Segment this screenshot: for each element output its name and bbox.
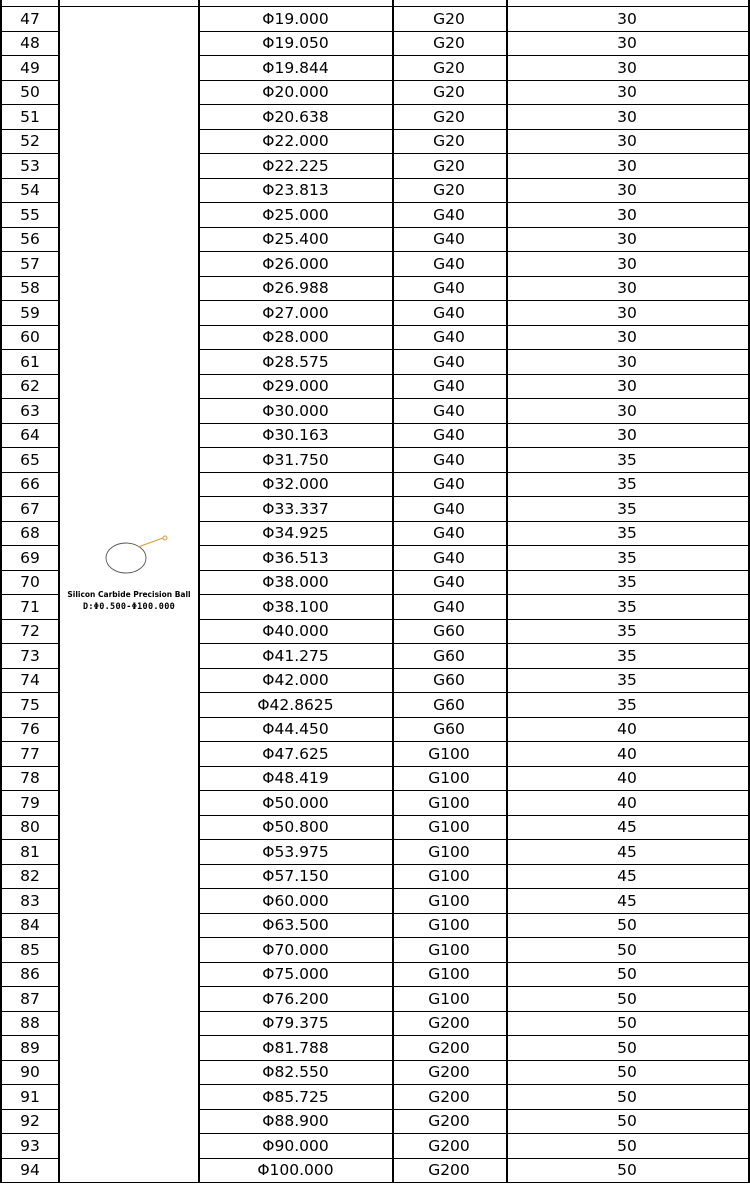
- table-cell-qty: 50: [617, 965, 637, 983]
- table-cell-diameter: Φ75.000: [262, 965, 329, 983]
- table-cell-diameter: Φ26.988: [262, 279, 329, 297]
- table-cell-grade: G20: [433, 107, 465, 126]
- table-cell-qty: 35: [617, 573, 637, 591]
- table-cell-no: 84: [20, 916, 40, 934]
- table-cell-no: 79: [20, 793, 40, 812]
- table-cell-diameter: Φ30.000: [262, 401, 329, 420]
- table-cell-qty: 30: [617, 132, 637, 150]
- table-cell-grade: G40: [433, 548, 465, 567]
- table-cell-no: 61: [20, 352, 40, 371]
- table-cell-qty: 35: [617, 622, 637, 640]
- table-cell-qty: 30: [617, 230, 637, 248]
- table-cell-qty: 50: [617, 989, 637, 1008]
- table-cell-diameter: Φ20.638: [262, 107, 329, 126]
- table-cell-diameter: Φ31.750: [262, 450, 329, 469]
- table-cell-grade: G40: [433, 401, 465, 420]
- table-cell-no: 87: [20, 989, 40, 1008]
- table-cell-diameter: Φ88.900: [262, 1112, 329, 1130]
- table-cell-qty: 35: [617, 524, 637, 542]
- table-cell-grade: G20: [433, 34, 465, 52]
- table-cell-diameter: Φ48.419: [262, 769, 329, 787]
- table-cell-qty: 30: [617, 34, 637, 52]
- table-cell-grade: G40: [433, 377, 465, 395]
- table-cell-no: 73: [20, 646, 40, 665]
- figure-diameter-range: D:Φ0.500-Φ100.000: [82, 602, 176, 612]
- table-cell-diameter: Φ20.000: [262, 83, 329, 101]
- table-cell-grade: G100: [428, 940, 470, 959]
- table-cell-qty: 30: [617, 279, 637, 297]
- table-cell-diameter: Φ79.375: [262, 1014, 329, 1032]
- table-cell-grade: G100: [428, 891, 470, 910]
- table-cell-no: 57: [20, 254, 40, 273]
- table-cell-no: 49: [20, 58, 40, 77]
- table-cell-grade: G200: [428, 1014, 470, 1032]
- table-cell-grade: G100: [428, 965, 470, 983]
- table-cell-diameter: Φ34.925: [262, 524, 329, 542]
- table-cell-diameter: Φ26.000: [262, 254, 329, 273]
- table-cell-grade: G100: [428, 818, 470, 836]
- table-cell-no: 74: [20, 671, 40, 689]
- table-cell-no: 67: [20, 499, 40, 518]
- table-cell-diameter: Φ63.500: [262, 916, 329, 934]
- table-cell-no: 78: [20, 769, 40, 787]
- table-cell-qty: 50: [617, 1112, 637, 1130]
- table-cell-no: 60: [20, 328, 40, 346]
- product-figure: [60, 534, 198, 618]
- table-cell-grade: G100: [428, 916, 470, 934]
- table-cell-diameter: Φ47.625: [262, 744, 329, 763]
- table-cell-no: 86: [20, 965, 40, 983]
- table-cell-qty: 40: [617, 720, 637, 738]
- table-cell-no: 91: [20, 1087, 40, 1106]
- table-cell-grade: G100: [428, 793, 470, 812]
- table-cell-diameter: Φ76.200: [262, 989, 329, 1008]
- table-cell-diameter: Φ23.813: [262, 181, 329, 199]
- table-cell-qty: 50: [617, 1161, 637, 1179]
- table-cell-qty: 50: [617, 1038, 637, 1057]
- table-cell-no: 69: [20, 548, 40, 567]
- table-cell-grade: G40: [433, 352, 465, 371]
- table-cell-qty: 30: [617, 352, 637, 371]
- table-cell-no: 54: [20, 181, 40, 199]
- table-cell-qty: 30: [617, 328, 637, 346]
- table-cell-diameter: Φ33.337: [262, 499, 329, 518]
- table-cell-diameter: Φ41.275: [262, 646, 329, 665]
- table-cell-no: 85: [20, 940, 40, 959]
- table-cell-qty: 30: [617, 83, 637, 101]
- table-cell-no: 63: [20, 401, 40, 420]
- table-cell-no: 48: [20, 34, 40, 52]
- table-cell-no: 66: [20, 475, 40, 493]
- table-cell-diameter: Φ38.100: [262, 597, 329, 616]
- table-cell-qty: 35: [617, 475, 637, 493]
- table-cell-diameter: Φ19.844: [262, 58, 329, 77]
- table-cell-diameter: Φ42.8625: [257, 695, 334, 714]
- table-cell-diameter: Φ50.000: [262, 793, 329, 812]
- table-cell-no: 62: [20, 377, 40, 395]
- table-cell-grade: G100: [428, 867, 470, 885]
- table-cell-qty: 35: [617, 646, 637, 665]
- table-cell-diameter: Φ30.163: [262, 426, 329, 444]
- table-cell-qty: 50: [617, 916, 637, 934]
- table-cell-no: 55: [20, 205, 40, 224]
- table-cell-grade: G60: [433, 646, 465, 665]
- table-cell-grade: G40: [433, 426, 465, 444]
- table-cell-qty: 50: [617, 1014, 637, 1032]
- table-cell-diameter: Φ40.000: [262, 622, 329, 640]
- table-cell-no: 53: [20, 156, 40, 175]
- table-cell-no: 89: [20, 1038, 40, 1057]
- table-cell-grade: G40: [433, 524, 465, 542]
- table-cell-qty: 30: [617, 58, 637, 77]
- table-cell-qty: 45: [617, 842, 637, 861]
- table-cell-grade: G40: [433, 450, 465, 469]
- table-cell-diameter: Φ19.000: [262, 9, 329, 28]
- table-cell-no: 70: [20, 573, 40, 591]
- table-cell-qty: 30: [617, 156, 637, 175]
- table-cell-qty: 35: [617, 548, 637, 567]
- table-cell-no: 71: [20, 597, 40, 616]
- table-cell-diameter: Φ60.000: [262, 891, 329, 910]
- table-cell-qty: 35: [617, 499, 637, 518]
- table-cell-no: 58: [20, 279, 40, 297]
- table-cell-grade: G200: [428, 1161, 470, 1179]
- table-cell-qty: 50: [617, 940, 637, 959]
- table-cell-grade: G20: [433, 156, 465, 175]
- table-cell-qty: 45: [617, 867, 637, 885]
- precision-ball-icon: [60, 534, 198, 578]
- table-cell-diameter: Φ38.000: [262, 573, 329, 591]
- table-cell-qty: 35: [617, 671, 637, 689]
- table-cell-grade: G40: [433, 279, 465, 297]
- table-cell-qty: 50: [617, 1087, 637, 1106]
- table-cell-qty: 30: [617, 181, 637, 199]
- table-cell-no: 83: [20, 891, 40, 910]
- table-cell-qty: 35: [617, 695, 637, 714]
- table-cell-grade: G100: [428, 989, 470, 1008]
- table-cell-grade: G20: [433, 181, 465, 199]
- table-cell-qty: 30: [617, 426, 637, 444]
- table-cell-diameter: Φ22.225: [262, 156, 329, 175]
- table-cell-diameter: Φ27.000: [262, 303, 329, 322]
- table-cell-grade: G40: [433, 499, 465, 518]
- table-cell-qty: 50: [617, 1136, 637, 1155]
- table-cell-grade: G40: [433, 205, 465, 224]
- table-cell-diameter: Φ42.000: [262, 671, 329, 689]
- table-cell-diameter: Φ70.000: [262, 940, 329, 959]
- table-cell-grade: G200: [428, 1087, 470, 1106]
- table-cell-qty: 50: [617, 1063, 637, 1081]
- table-cell-grade: G200: [428, 1063, 470, 1081]
- table-cell-no: 56: [20, 230, 40, 248]
- table-cell-qty: 45: [617, 818, 637, 836]
- table-cell-diameter: Φ22.000: [262, 132, 329, 150]
- table-cell-diameter: Φ32.000: [262, 475, 329, 493]
- table-cell-grade: G20: [433, 83, 465, 101]
- table-cell-no: 82: [20, 867, 40, 885]
- table-cell-qty: 45: [617, 891, 637, 910]
- table-cell-diameter: Φ57.150: [262, 867, 329, 885]
- table-cell-no: 77: [20, 744, 40, 763]
- table-cell-no: 65: [20, 450, 40, 469]
- table-cell-no: 94: [20, 1161, 40, 1179]
- table-cell-no: 80: [20, 818, 40, 836]
- table-cell-qty: 40: [617, 793, 637, 812]
- table-cell-grade: G60: [433, 622, 465, 640]
- table-cell-grade: G200: [428, 1038, 470, 1057]
- table-cell-grade: G40: [433, 328, 465, 346]
- table-cell-grade: G200: [428, 1112, 470, 1130]
- table-cell-diameter: Φ53.975: [262, 842, 329, 861]
- table-cell-no: 93: [20, 1136, 40, 1155]
- table-cell-grade: G60: [433, 720, 465, 738]
- table-cell-no: 88: [20, 1014, 40, 1032]
- table-cell-grade: G100: [428, 769, 470, 787]
- table-cell-grade: G40: [433, 573, 465, 591]
- table-cell-diameter: Φ82.550: [262, 1063, 329, 1081]
- table-cell-grade: G20: [433, 58, 465, 77]
- table-cell-diameter: Φ100.000: [257, 1161, 334, 1179]
- table-cell-grade: G40: [433, 475, 465, 493]
- table-cell-grade: G60: [433, 695, 465, 714]
- table-cell-no: 64: [20, 426, 40, 444]
- table-cell-diameter: Φ19.050: [262, 34, 329, 52]
- table-cell-diameter: Φ85.725: [262, 1087, 329, 1106]
- table-cell-diameter: Φ90.000: [262, 1136, 329, 1155]
- table-cell-no: 68: [20, 524, 40, 542]
- table-cell-qty: 30: [617, 303, 637, 322]
- table-cell-diameter: Φ28.575: [262, 352, 329, 371]
- table-cell-grade: G60: [433, 671, 465, 689]
- table-cell-qty: 30: [617, 107, 637, 126]
- table-cell-no: 90: [20, 1063, 40, 1081]
- table-cell-diameter: Φ81.788: [262, 1038, 329, 1057]
- table-cell-qty: 30: [617, 377, 637, 395]
- table-cell-qty: 30: [617, 401, 637, 420]
- table-cell-grade: G40: [433, 254, 465, 273]
- table-cell-grade: G20: [433, 9, 465, 28]
- table-cell-grade: G200: [428, 1136, 470, 1155]
- table-cell-qty: 35: [617, 450, 637, 469]
- table-cell-diameter: Φ25.400: [262, 230, 329, 248]
- table-cell-grade: G20: [433, 132, 465, 150]
- table-cell-diameter: Φ50.800: [262, 818, 329, 836]
- table-cell-no: 75: [20, 695, 40, 714]
- table-cell-qty: 40: [617, 769, 637, 787]
- table-cell-diameter: Φ28.000: [262, 328, 329, 346]
- table-cell-grade: G40: [433, 303, 465, 322]
- table-cell-diameter: Φ36.513: [262, 548, 329, 567]
- table-cell-diameter: Φ29.000: [262, 377, 329, 395]
- figure-caption: Silicon Carbide Precision Ball: [67, 590, 191, 599]
- table-cell-grade: G40: [433, 597, 465, 616]
- table-cell-qty: 35: [617, 597, 637, 616]
- table-cell-grade: G40: [433, 230, 465, 248]
- table-cell-qty: 30: [617, 254, 637, 273]
- table-cell-qty: 40: [617, 744, 637, 763]
- table-cell-no: 50: [20, 83, 40, 101]
- table-cell-no: 52: [20, 132, 40, 150]
- table-cell-diameter: Φ25.000: [262, 205, 329, 224]
- table-cell-qty: 30: [617, 9, 637, 28]
- table-cell-grade: G100: [428, 842, 470, 861]
- table-cell-no: 59: [20, 303, 40, 322]
- table-cell-no: 51: [20, 107, 40, 126]
- table-cell-grade: G100: [428, 744, 470, 763]
- table-cell-no: 47: [20, 9, 40, 28]
- table-cell-no: 76: [20, 720, 40, 738]
- table-cell-no: 81: [20, 842, 40, 861]
- table-cell-no: 92: [20, 1112, 40, 1130]
- table-cell-qty: 30: [617, 205, 637, 224]
- table-cell-diameter: Φ44.450: [262, 720, 329, 738]
- table-cell-no: 72: [20, 622, 40, 640]
